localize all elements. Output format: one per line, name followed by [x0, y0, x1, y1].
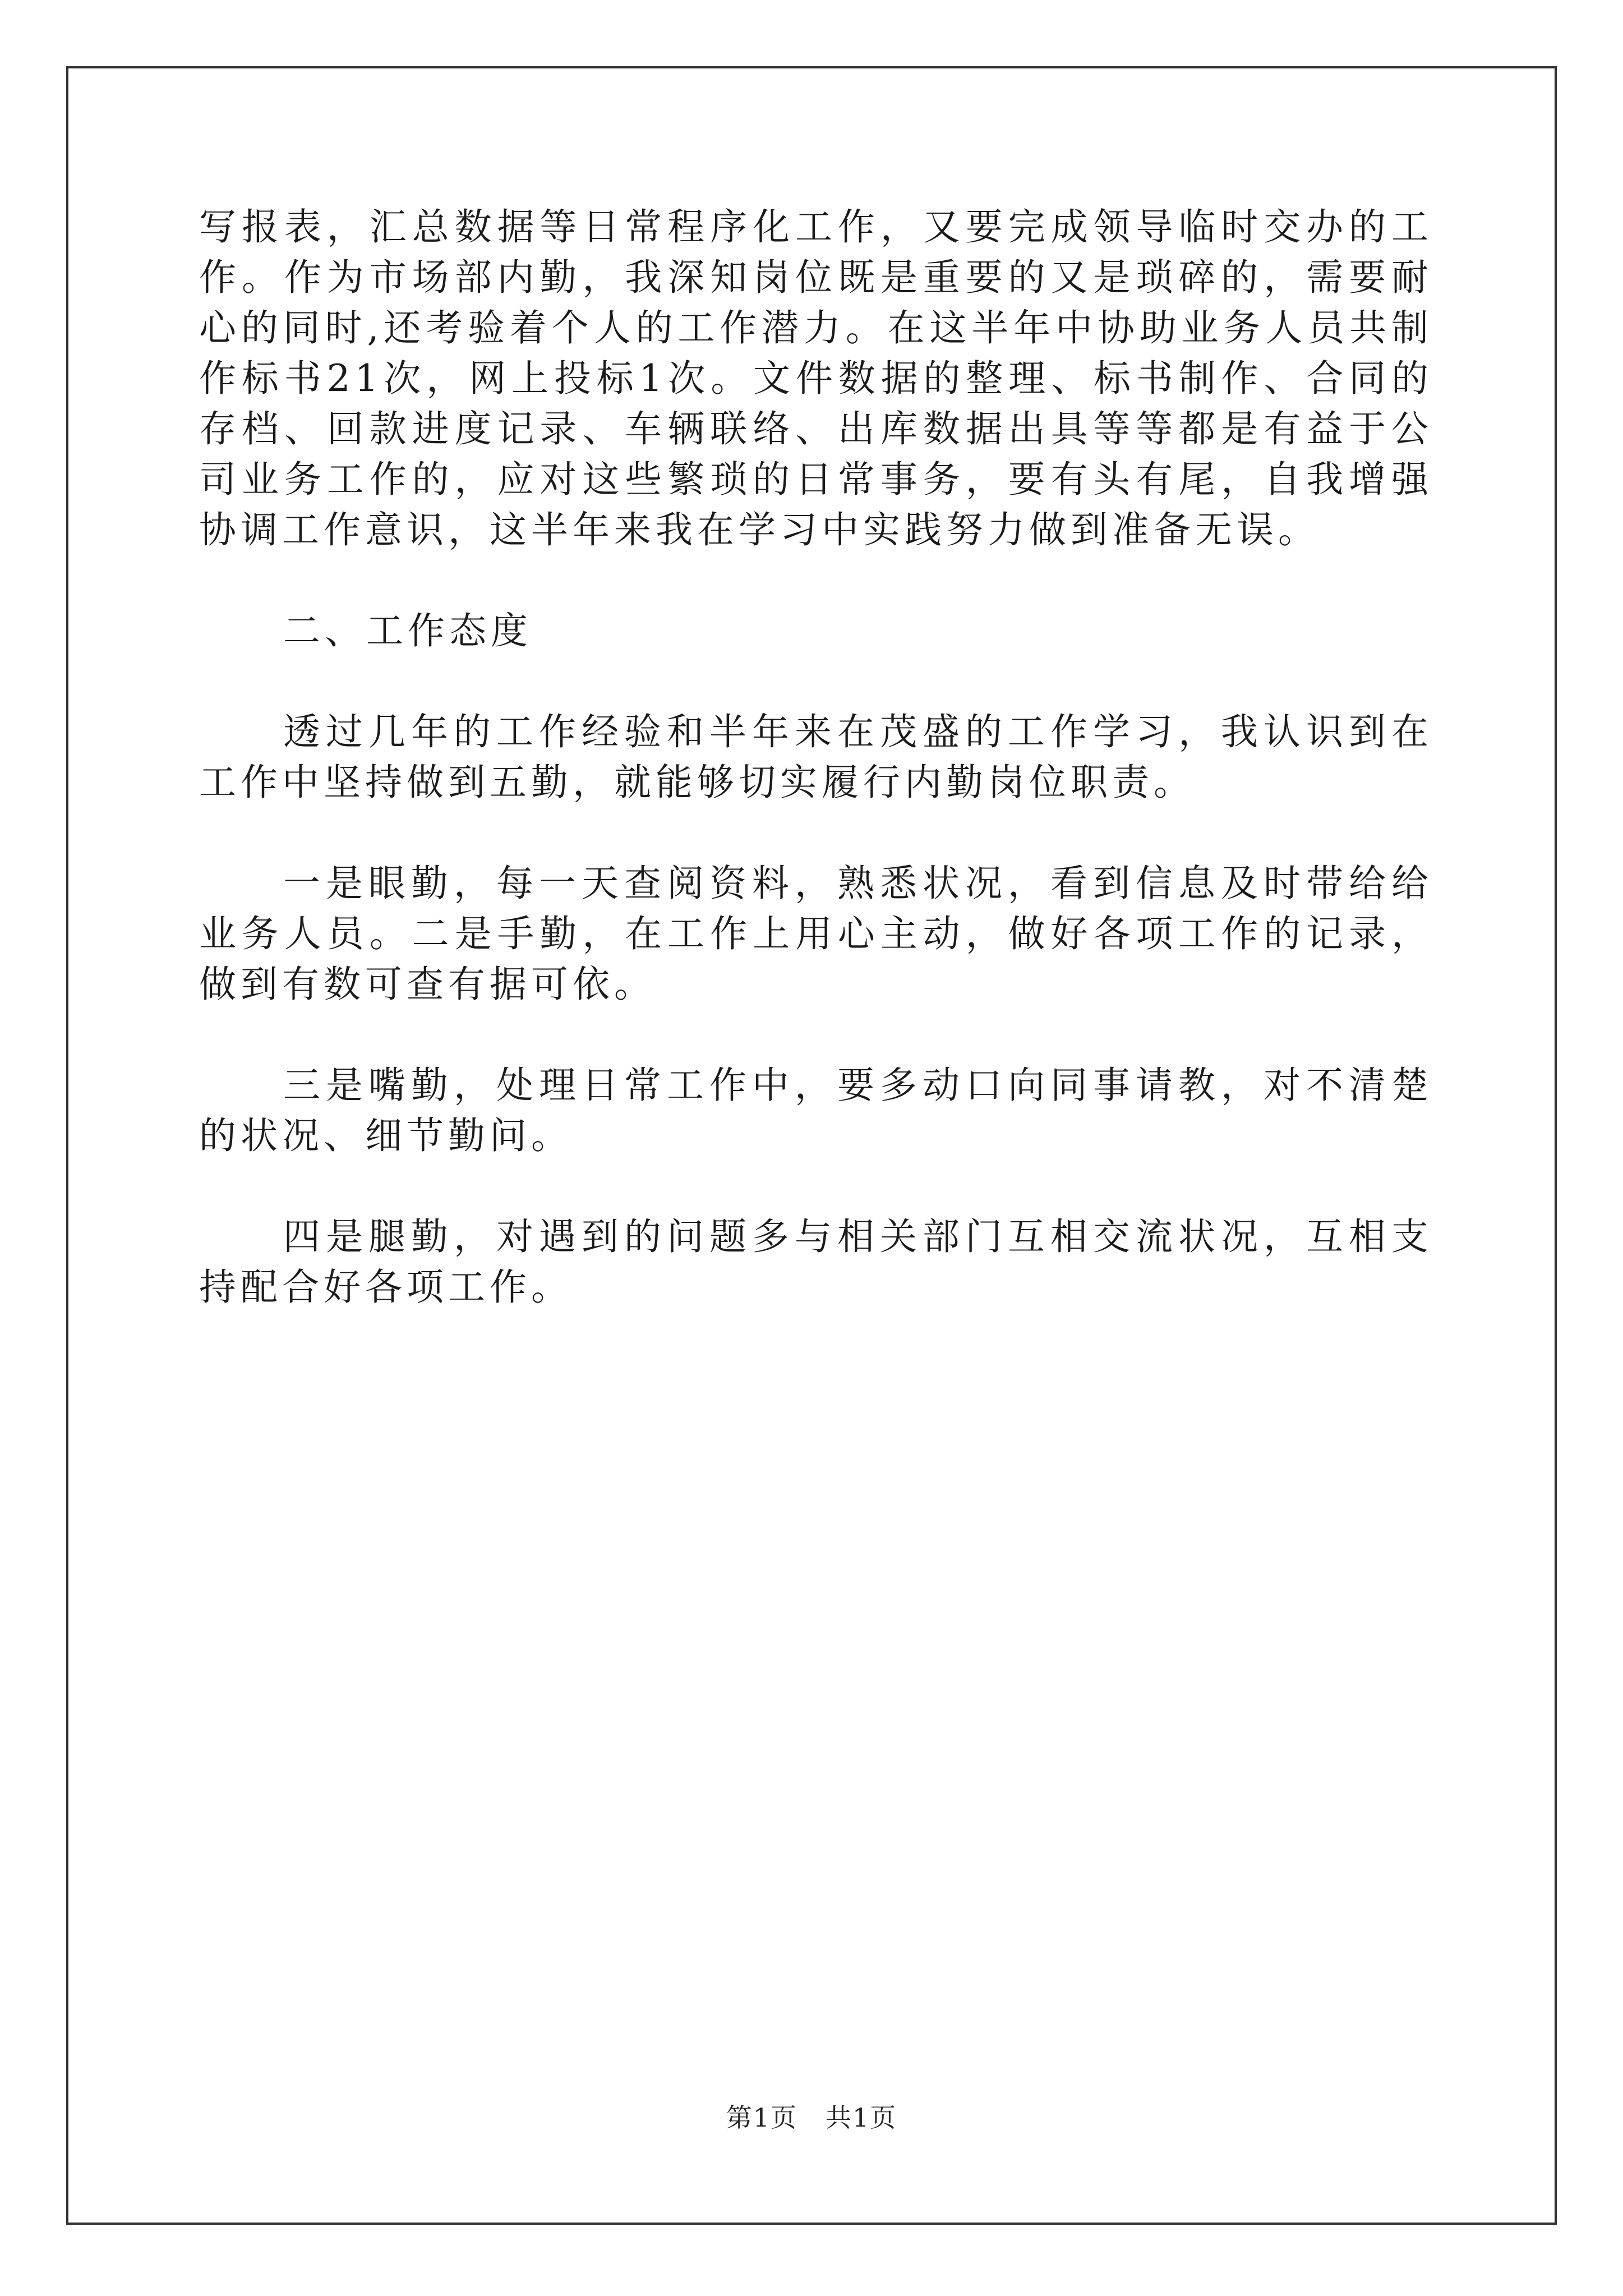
page-number-total: 共1页	[826, 2102, 897, 2133]
page-number-current: 第1页	[726, 2102, 797, 2133]
section-heading-work-attitude: 二、工作态度	[283, 609, 532, 652]
paragraph-mouth: 三是嘴勤，处理日常工作中，要多动口向同事请教，对不清楚的状况、细节勤问。	[199, 1064, 1433, 1157]
paragraph-intro: 写报表，汇总数据等日常程序化工作，又要完成领导临时交办的工作。作为市场部内勤，我深知岗位既是重要的又是琐碎的，需要耐心的同时,还考验着个人的工作潜力。在这半年中协助业务人员共制作标书21次，网上投标1次。文件数据的整理、标书制作、合同的存档、回款进度记录、车辆联络、出库数据出具等等都是有益于公司业务工作的，应对这些繁琐的日常事务，要有头有尾，自我增强协调工作意识，这半年来我在学习中实践努力做到准备无误。	[199, 205, 1433, 551]
paragraph-legs: 四是腿勤，对遇到的问题多与相关部门互相交流状况，互相支持配合好各项工作。	[199, 1215, 1433, 1309]
page-footer	[0, 2101, 1623, 2134]
paragraph-eyes-hands: 一是眼勤，每一天查阅资料，熟悉状况，看到信息及时带给给业务人员。二是手勤，在工作上用心主动，做好各项工作的记录，做到有数可查有据可依。	[199, 862, 1433, 1006]
document-body	[199, 202, 1433, 1363]
paragraph-five-diligences: 透过几年的工作经验和半年来在茂盛的工作学习，我认识到在工作中坚持做到五勤，就能够切实履行内勤岗位职责。	[199, 710, 1433, 804]
